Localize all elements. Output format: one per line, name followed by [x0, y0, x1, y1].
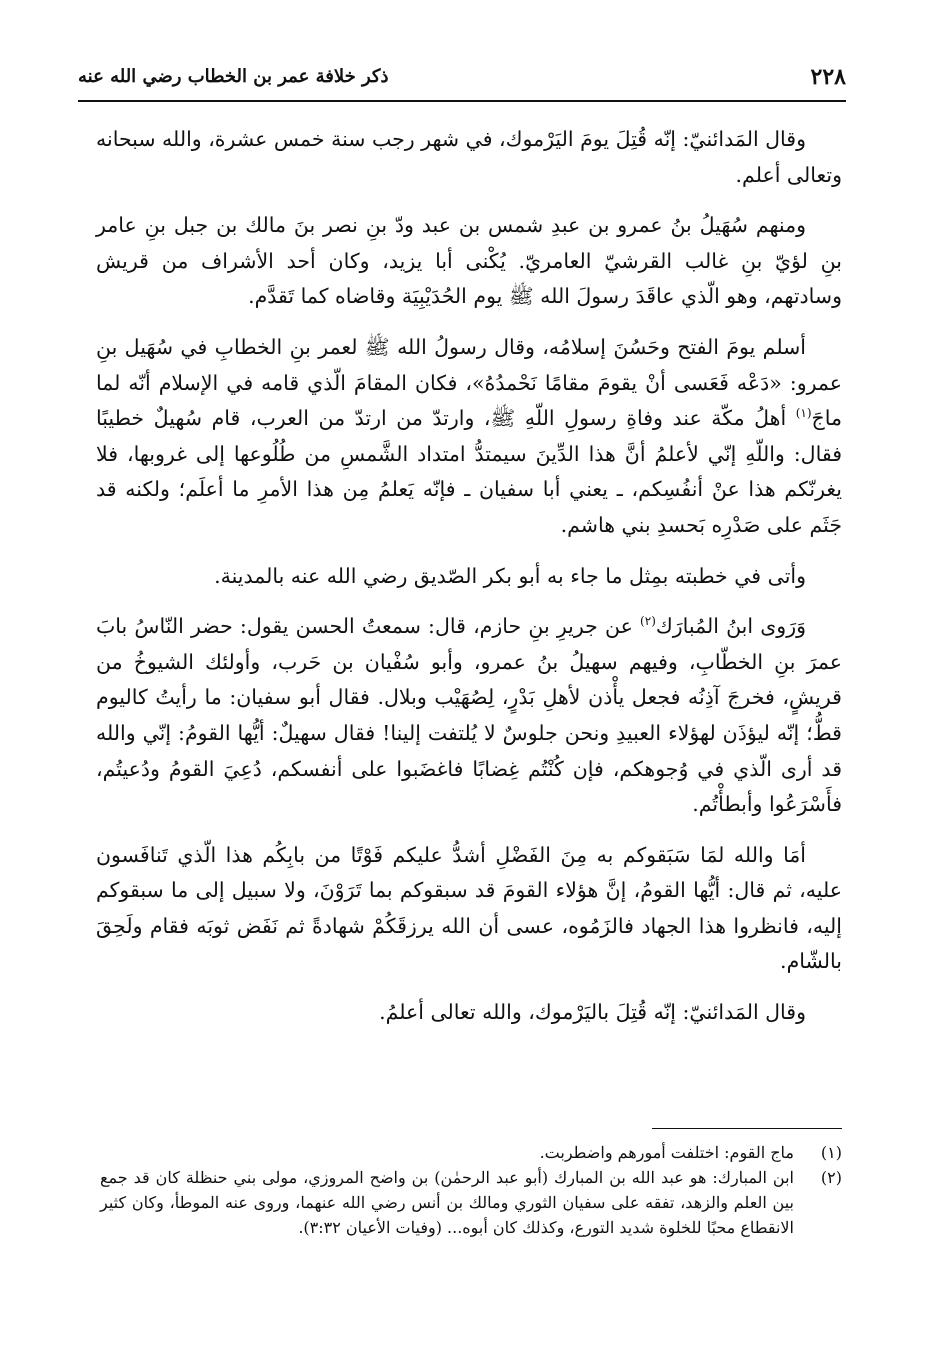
footnote-ref-1: (١) [795, 406, 812, 421]
paragraph-6: أمَا والله لمَا سَبَقوكم به مِنَ الفَضْلِ أشدُّ عليكم فَوْتًا من بابِكُم هذا الّذي تَنافَسون عليه، ثم قال: أيُّها القومُ، إنَّ هؤلاء القومَ قد سبقوكم بما تَرَوْنَ، ولا سبيل إلى ما سبقوكم إليه، فانظروا هذا الجهاد فالزَمُوه، عسى أن الله يرزقَكُمْ شهادةً ثم نَفَض ثوبَه فقام ولَحِقَ بالشّام. [96, 842, 842, 974]
paragraph-5-part-a: وَرَوى ابنُ المُبارَك [655, 614, 806, 639]
page-number: ٢٢٨ [810, 64, 846, 90]
footnote-text: ابن المبارك: هو عبد الله بن المبارك (أبو عبد الرحمٰن) بن واضح المروزي، مولى بني حنظلة كان قد جمع بين العلم والزهد، تفقه على سفيان الثوري ومالك بن أنس رضي الله عنهما، وروى عنه الموطأ، وكان كثير الانقطاع محبًا للخلوة شديد التورع، وكذلك كان أبوه... (وفيات الأعيان ٣:٣٢). [100, 1168, 794, 1237]
running-title: ذكر خلافة عمر بن الخطاب رضي الله عنه [78, 66, 389, 87]
paragraph-3 [96, 330, 842, 544]
paragraph-1: وقال المَدائنيّ: إنّه قُتِلَ يومَ اليَرْموك، في شهر رجب سنة خمس عشرة، والله سبحانه وتعالى أعلم. [96, 127, 842, 187]
footnotes [100, 1140, 842, 1240]
paragraph-7: وقال المَدائنيّ: إنّه قُتِلَ باليَرْموك، والله تعالى أعلمُ. [379, 1000, 806, 1025]
paragraph-5-part-b: عن جريرِ بنِ حازم، قال: سمعتُ الحسن يقول: حضر النّاسُ بابَ عمرَ بنِ الخطّابِ، وفيهم سهيلُ بنُ عمرو، وأبو سُفْيان بن حَرب، وأولئك الشيوخُ من قريشٍ، فخرجَ آذِنُه فجعل يأْذن لأهلِ بَدْرٍ، لِصُهَيْب وبلال. فقال أبو سفيان: ما رأيتُ كاليوم قطُّ؛ إنّه ليؤذَن لهؤلاء العبيدِ ونحن جلوسٌ لا يُلتفت إلينا! فقال سهيلٌ: أيُّها القومُ: إنّي والله قد أرى الّذي في وُجوهكم، فإن كُنْتُم غِضابًا فاغضَبوا على أنفسكم، دُعِيَ القومُ ودُعيتُم، فأَسْرَعُوا وأبطأْتُم. [96, 614, 842, 817]
footnote-text: ماج القوم: اختلفت أمورهم واضطربت. [539, 1143, 794, 1162]
paragraph-3-part-a: أسلم يومَ الفتح وحَسُنَ إسلامُه، وقال رسولُ الله ﷺ لعمر بنِ الخطابِ في سُهَيل بنِ عمرو: «دَعْه فَعَسى أنْ يقومَ مقامًا نَحْمدُهُ»، فكان المقامَ الّذي قامه في الإسلام أنّه لما ماجَ [96, 334, 842, 431]
footnote-2 [100, 1165, 842, 1240]
main-text [96, 122, 842, 1046]
paragraph-2: ومنهم سُهَيلُ بنُ عمرو بن عبدِ شمس بن عبد ودّ بنِ نصر بنَ مالك بن جبل بنِ عامر بنِ لؤيّ بنِ غالب القرشيّ العامريّ. يُكْنى أبا يزيد، وكان أحد الأشراف من قريش وسادتهم، وهو الّذي عاقَدَ رسولَ الله ﷺ يوم الحُدَيْبِيَة وقاضاه كما تَقدَّم. [96, 213, 842, 309]
footnote-1 [100, 1140, 842, 1165]
footnote-rule [652, 1128, 842, 1129]
paragraph-4: وأتى في خطبته بمِثل ما جاء به أبو بكر الصّديق رضي الله عنه بالمدينة. [214, 563, 806, 588]
paragraph-5 [96, 609, 842, 823]
footnote-number: (٢) [820, 1168, 842, 1187]
running-header [78, 64, 846, 94]
paragraph-3-part-b: أهلُ مكّة عند وفاةِ رسولِ اللّهِ ﷺ، وارتدّ من ارتدّ من العرب، قام سُهيلٌ خطيبًا فقال: واللّهِ إنّي لأعلمُ أنَّ هذا الدِّينَ سيمتدُّ امتداد الشَّمسِ من طُلُوعها إلى غروبها، فلا يغرنّكم هذا عنْ أنفُسِكم، ـ يعني أبا سفيان ـ فإنّه يَعلمُ مِن هذا الأمرِ ما أعلَم؛ ولكنه قد جَثَم على صَدْرِه بَحسدِ بني هاشم. [96, 406, 842, 537]
header-rule [78, 100, 846, 102]
footnote-ref-2: (٢) [640, 614, 656, 629]
footnote-number: (١) [820, 1143, 842, 1162]
